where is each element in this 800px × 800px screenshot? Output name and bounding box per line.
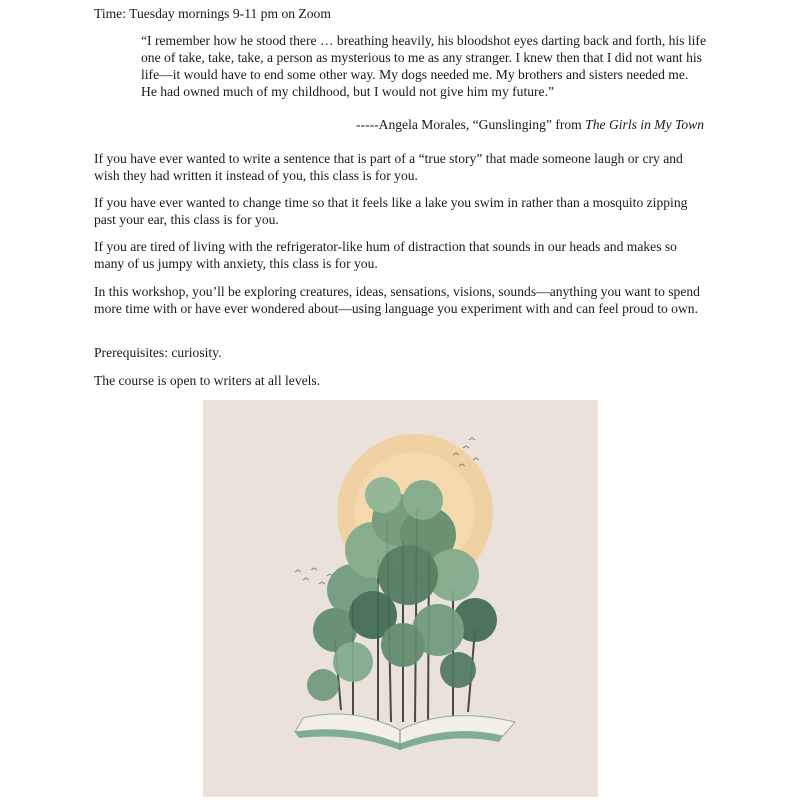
paragraph-levels: The course is open to writers at all levels. (94, 373, 321, 388)
forest-book-illustration (203, 400, 598, 797)
attribution-book-title: The Girls in My Town (585, 117, 704, 132)
birds-left (295, 568, 333, 584)
open-book (295, 714, 515, 750)
paragraph-prerequisites: Prerequisites: curiosity. (94, 345, 222, 360)
attribution-author: -----Angela Morales, “Gunslinging” from (356, 117, 586, 132)
paragraph-change-time: If you have ever wanted to change time so that it feels like a lake you swim in rather than a mosquito zipping past your ear, this class is for you. (94, 195, 688, 227)
illustration-svg (203, 400, 598, 797)
quote-text: “I remember how he stood there … breathing heavily, his bloodshot eyes darting back and forth, his life one of take, take, take, a person as mysterious to me as any stranger. I knew then that I did not want his life—it would have to end some other way. My dogs needed me. My brothers and sisters needed me. He had owned much of my childhood, but I would not give him my future.” (141, 33, 706, 99)
paragraph-true-story: If you have ever wanted to write a sentence that is part of a “true story” that made someone laugh or cry and wish they had written it instead of you, this class is for you. (94, 151, 683, 183)
class-time: Time: Tuesday mornings 9-11 pm on Zoom (94, 6, 331, 21)
paragraph-workshop: In this workshop, you’ll be exploring creatures, ideas, sensations, visions, sounds—anything you want to spend more time with or have ever wondered about—using language you experiment with and can feel proud to own. (94, 284, 700, 316)
quote-attribution (356, 116, 704, 133)
paragraph-distraction: If you are tired of living with the refrigerator-like hum of distraction that sounds in our heads and makes so many of us jumpy with anxiety, this class is for you. (94, 239, 677, 271)
block-quote (141, 32, 707, 100)
